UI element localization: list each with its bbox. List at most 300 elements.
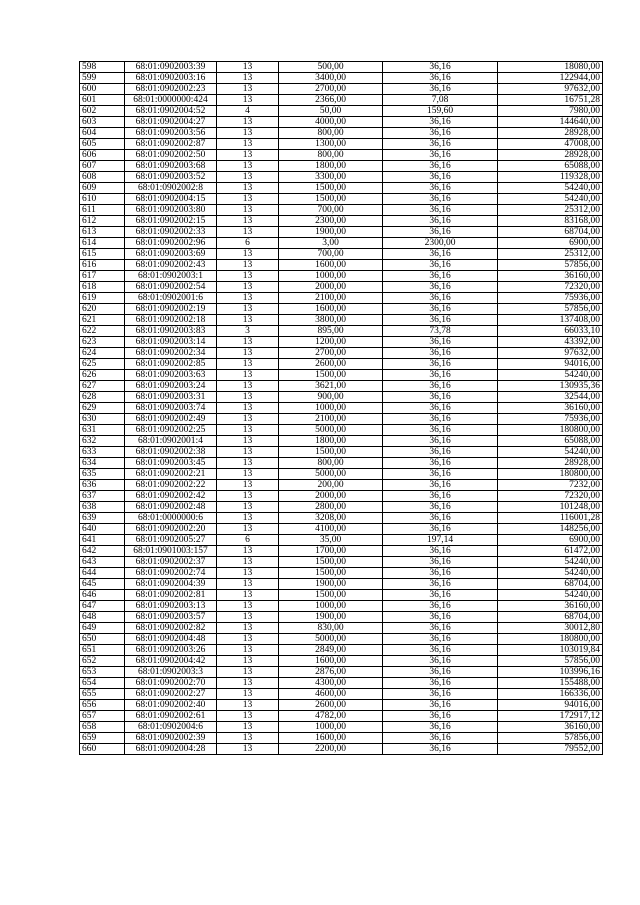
- amount-cell: 68704,00: [498, 612, 603, 623]
- row-number-cell: 651: [80, 645, 125, 656]
- cadastral-number-cell: 68:01:0902003:68: [125, 161, 217, 172]
- table-row: [80, 700, 603, 711]
- area-cell: 2800,00: [279, 502, 383, 513]
- table-row: [80, 95, 603, 106]
- cadastral-number-cell: 68:01:0901003:157: [125, 546, 217, 557]
- category-cell: 13: [217, 447, 279, 458]
- amount-cell: 57856,00: [498, 733, 603, 744]
- rate-cell: 73,78: [383, 326, 498, 337]
- cadastral-number-cell: 68:01:0902002:22: [125, 480, 217, 491]
- amount-cell: 116001,28: [498, 513, 603, 524]
- category-cell: 13: [217, 73, 279, 84]
- table-row: [80, 502, 603, 513]
- row-number-cell: 619: [80, 293, 125, 304]
- table-row: [80, 447, 603, 458]
- data-table: [79, 61, 603, 755]
- cadastral-number-cell: 68:01:0902002:74: [125, 568, 217, 579]
- category-cell: 13: [217, 183, 279, 194]
- rate-cell: 36,16: [383, 304, 498, 315]
- area-cell: 2700,00: [279, 348, 383, 359]
- category-cell: 13: [217, 161, 279, 172]
- cadastral-number-cell: 68:01:0902004:15: [125, 194, 217, 205]
- row-number-cell: 626: [80, 370, 125, 381]
- row-number-cell: 643: [80, 557, 125, 568]
- category-cell: 13: [217, 678, 279, 689]
- amount-cell: 103996,16: [498, 667, 603, 678]
- area-cell: 2200,00: [279, 744, 383, 755]
- row-number-cell: 612: [80, 216, 125, 227]
- row-number-cell: 600: [80, 84, 125, 95]
- cadastral-number-cell: 68:01:0902002:48: [125, 502, 217, 513]
- rate-cell: 36,16: [383, 557, 498, 568]
- row-number-cell: 603: [80, 117, 125, 128]
- amount-cell: 30012,80: [498, 623, 603, 634]
- row-number-cell: 617: [80, 271, 125, 282]
- area-cell: 2000,00: [279, 282, 383, 293]
- category-cell: 13: [217, 436, 279, 447]
- row-number-cell: 616: [80, 260, 125, 271]
- amount-cell: 72320,00: [498, 282, 603, 293]
- area-cell: 1000,00: [279, 403, 383, 414]
- table-row: [80, 623, 603, 634]
- rate-cell: 36,16: [383, 469, 498, 480]
- rate-cell: 36,16: [383, 84, 498, 95]
- category-cell: 13: [217, 568, 279, 579]
- amount-cell: 54240,00: [498, 590, 603, 601]
- amount-cell: 101248,00: [498, 502, 603, 513]
- table-row: [80, 601, 603, 612]
- amount-cell: 54240,00: [498, 194, 603, 205]
- cadastral-number-cell: 68:01:0902002:38: [125, 447, 217, 458]
- category-cell: 13: [217, 601, 279, 612]
- category-cell: 4: [217, 106, 279, 117]
- row-number-cell: 656: [80, 700, 125, 711]
- cadastral-number-cell: 68:01:0902002:82: [125, 623, 217, 634]
- table-row: [80, 579, 603, 590]
- cadastral-number-cell: 68:01:0902003:63: [125, 370, 217, 381]
- category-cell: 13: [217, 304, 279, 315]
- category-cell: 13: [217, 744, 279, 755]
- category-cell: 13: [217, 392, 279, 403]
- amount-cell: 66033,10: [498, 326, 603, 337]
- category-cell: 13: [217, 689, 279, 700]
- cadastral-number-cell: 68:01:0902001:6: [125, 293, 217, 304]
- table-row: [80, 722, 603, 733]
- area-cell: 2366,00: [279, 95, 383, 106]
- rate-cell: 36,16: [383, 480, 498, 491]
- amount-cell: 47008,00: [498, 139, 603, 150]
- area-cell: 4600,00: [279, 689, 383, 700]
- category-cell: 13: [217, 546, 279, 557]
- cadastral-number-cell: 68:01:0902004:52: [125, 106, 217, 117]
- row-number-cell: 602: [80, 106, 125, 117]
- cadastral-number-cell: 68:01:0902002:70: [125, 678, 217, 689]
- area-cell: 2300,00: [279, 216, 383, 227]
- amount-cell: 137408,00: [498, 315, 603, 326]
- rate-cell: 36,16: [383, 62, 498, 73]
- cadastral-number-cell: 68:01:0902005:27: [125, 535, 217, 546]
- row-number-cell: 609: [80, 183, 125, 194]
- area-cell: 2876,00: [279, 667, 383, 678]
- amount-cell: 103019,84: [498, 645, 603, 656]
- table-row: [80, 634, 603, 645]
- rate-cell: 36,16: [383, 205, 498, 216]
- cadastral-number-cell: 68:01:0902002:34: [125, 348, 217, 359]
- row-number-cell: 605: [80, 139, 125, 150]
- amount-cell: 72320,00: [498, 491, 603, 502]
- cadastral-number-cell: 68:01:0902002:25: [125, 425, 217, 436]
- area-cell: 1500,00: [279, 194, 383, 205]
- table-row: [80, 227, 603, 238]
- area-cell: 900,00: [279, 392, 383, 403]
- area-cell: 1000,00: [279, 271, 383, 282]
- category-cell: 13: [217, 491, 279, 502]
- amount-cell: 148256,00: [498, 524, 603, 535]
- amount-cell: 97632,00: [498, 84, 603, 95]
- row-number-cell: 657: [80, 711, 125, 722]
- category-cell: 13: [217, 656, 279, 667]
- category-cell: 13: [217, 579, 279, 590]
- row-number-cell: 648: [80, 612, 125, 623]
- row-number-cell: 601: [80, 95, 125, 106]
- cadastral-number-cell: 68:01:0902004:28: [125, 744, 217, 755]
- rate-cell: 36,16: [383, 645, 498, 656]
- rate-cell: 36,16: [383, 546, 498, 557]
- area-cell: 1500,00: [279, 590, 383, 601]
- table-row: [80, 271, 603, 282]
- table-row: [80, 150, 603, 161]
- area-cell: 1800,00: [279, 436, 383, 447]
- cadastral-number-cell: 68:01:0902002:23: [125, 84, 217, 95]
- area-cell: 4782,00: [279, 711, 383, 722]
- area-cell: 2000,00: [279, 491, 383, 502]
- row-number-cell: 621: [80, 315, 125, 326]
- area-cell: 1500,00: [279, 568, 383, 579]
- rate-cell: 36,16: [383, 601, 498, 612]
- category-cell: 13: [217, 733, 279, 744]
- rate-cell: 36,16: [383, 656, 498, 667]
- category-cell: 13: [217, 634, 279, 645]
- rate-cell: 36,16: [383, 293, 498, 304]
- cadastral-number-cell: 68:01:0902002:39: [125, 733, 217, 744]
- category-cell: 13: [217, 205, 279, 216]
- cadastral-number-cell: 68:01:0902004:48: [125, 634, 217, 645]
- rate-cell: 36,16: [383, 700, 498, 711]
- row-number-cell: 630: [80, 414, 125, 425]
- table-row: [80, 645, 603, 656]
- area-cell: 800,00: [279, 458, 383, 469]
- amount-cell: 68704,00: [498, 579, 603, 590]
- table-row: [80, 733, 603, 744]
- category-cell: 13: [217, 150, 279, 161]
- cadastral-number-cell: 68:01:0902002:87: [125, 139, 217, 150]
- cadastral-number-cell: 68:01:0902002:42: [125, 491, 217, 502]
- amount-cell: 83168,00: [498, 216, 603, 227]
- category-cell: 6: [217, 535, 279, 546]
- cadastral-number-cell: 68:01:0902002:21: [125, 469, 217, 480]
- row-number-cell: 637: [80, 491, 125, 502]
- row-number-cell: 624: [80, 348, 125, 359]
- category-cell: 13: [217, 359, 279, 370]
- rate-cell: 36,16: [383, 458, 498, 469]
- cadastral-number-cell: 68:01:0902002:37: [125, 557, 217, 568]
- rate-cell: 7,08: [383, 95, 498, 106]
- category-cell: 13: [217, 271, 279, 282]
- amount-cell: 36160,00: [498, 271, 603, 282]
- table-row: [80, 656, 603, 667]
- row-number-cell: 635: [80, 469, 125, 480]
- area-cell: 5000,00: [279, 469, 383, 480]
- cadastral-number-cell: 68:01:0902003:31: [125, 392, 217, 403]
- row-number-cell: 658: [80, 722, 125, 733]
- rate-cell: 36,16: [383, 337, 498, 348]
- rate-cell: 36,16: [383, 172, 498, 183]
- area-cell: 1900,00: [279, 612, 383, 623]
- cadastral-number-cell: 68:01:0902002:61: [125, 711, 217, 722]
- rate-cell: 36,16: [383, 678, 498, 689]
- category-cell: 13: [217, 128, 279, 139]
- row-number-cell: 644: [80, 568, 125, 579]
- amount-cell: 166336,00: [498, 689, 603, 700]
- rate-cell: 36,16: [383, 612, 498, 623]
- area-cell: 1800,00: [279, 161, 383, 172]
- cadastral-number-cell: 68:01:0902003:80: [125, 205, 217, 216]
- area-cell: 1600,00: [279, 304, 383, 315]
- area-cell: 2100,00: [279, 293, 383, 304]
- area-cell: 2600,00: [279, 359, 383, 370]
- category-cell: 13: [217, 722, 279, 733]
- row-number-cell: 636: [80, 480, 125, 491]
- row-number-cell: 641: [80, 535, 125, 546]
- category-cell: 13: [217, 84, 279, 95]
- area-cell: 4000,00: [279, 117, 383, 128]
- rate-cell: 36,16: [383, 392, 498, 403]
- area-cell: 1500,00: [279, 557, 383, 568]
- row-number-cell: 623: [80, 337, 125, 348]
- amount-cell: 54240,00: [498, 557, 603, 568]
- row-number-cell: 638: [80, 502, 125, 513]
- row-number-cell: 614: [80, 238, 125, 249]
- area-cell: 3400,00: [279, 73, 383, 84]
- amount-cell: 180800,00: [498, 634, 603, 645]
- cadastral-number-cell: 68:01:0902003:45: [125, 458, 217, 469]
- area-cell: 500,00: [279, 62, 383, 73]
- table-row: [80, 711, 603, 722]
- table-row: [80, 370, 603, 381]
- amount-cell: 68704,00: [498, 227, 603, 238]
- rate-cell: 36,16: [383, 381, 498, 392]
- rate-cell: 36,16: [383, 436, 498, 447]
- rate-cell: 36,16: [383, 579, 498, 590]
- table-row: [80, 689, 603, 700]
- category-cell: 13: [217, 414, 279, 425]
- cadastral-number-cell: 68:01:0902003:83: [125, 326, 217, 337]
- row-number-cell: 640: [80, 524, 125, 535]
- table-row: [80, 678, 603, 689]
- cadastral-number-cell: 68:01:0902002:40: [125, 700, 217, 711]
- table-row: [80, 172, 603, 183]
- table-row: [80, 216, 603, 227]
- rate-cell: 36,16: [383, 216, 498, 227]
- amount-cell: 28928,00: [498, 458, 603, 469]
- category-cell: 13: [217, 623, 279, 634]
- table-row: [80, 117, 603, 128]
- row-number-cell: 625: [80, 359, 125, 370]
- rate-cell: 36,16: [383, 161, 498, 172]
- row-number-cell: 611: [80, 205, 125, 216]
- category-cell: 13: [217, 524, 279, 535]
- category-cell: 13: [217, 612, 279, 623]
- area-cell: 1000,00: [279, 722, 383, 733]
- table-row: [80, 84, 603, 95]
- cadastral-number-cell: 68:01:0902003:24: [125, 381, 217, 392]
- row-number-cell: 628: [80, 392, 125, 403]
- table-row: [80, 62, 603, 73]
- row-number-cell: 654: [80, 678, 125, 689]
- area-cell: 4300,00: [279, 678, 383, 689]
- rate-cell: 36,16: [383, 513, 498, 524]
- rate-cell: 36,16: [383, 128, 498, 139]
- cadastral-number-cell: 68:01:0902003:74: [125, 403, 217, 414]
- amount-cell: 130935,36: [498, 381, 603, 392]
- category-cell: 13: [217, 667, 279, 678]
- table-row: [80, 667, 603, 678]
- category-cell: 13: [217, 260, 279, 271]
- cadastral-number-cell: 68:01:0902002:54: [125, 282, 217, 293]
- rate-cell: 36,16: [383, 568, 498, 579]
- table-row: [80, 238, 603, 249]
- rate-cell: 36,16: [383, 370, 498, 381]
- amount-cell: 75936,00: [498, 293, 603, 304]
- row-number-cell: 659: [80, 733, 125, 744]
- amount-cell: 7980,00: [498, 106, 603, 117]
- rate-cell: 36,16: [383, 73, 498, 84]
- row-number-cell: 652: [80, 656, 125, 667]
- rate-cell: 36,16: [383, 315, 498, 326]
- category-cell: 13: [217, 645, 279, 656]
- table-body: [80, 62, 603, 755]
- amount-cell: 36160,00: [498, 601, 603, 612]
- category-cell: 13: [217, 315, 279, 326]
- cadastral-number-cell: 68:01:0000000:424: [125, 95, 217, 106]
- table-row: [80, 106, 603, 117]
- row-number-cell: 634: [80, 458, 125, 469]
- cadastral-number-cell: 68:01:0000000:6: [125, 513, 217, 524]
- table-row: [80, 249, 603, 260]
- area-cell: 5000,00: [279, 634, 383, 645]
- area-cell: 2600,00: [279, 700, 383, 711]
- cadastral-number-cell: 68:01:0902002:18: [125, 315, 217, 326]
- rate-cell: 36,16: [383, 502, 498, 513]
- rate-cell: 36,16: [383, 348, 498, 359]
- category-cell: 13: [217, 249, 279, 260]
- area-cell: 800,00: [279, 150, 383, 161]
- amount-cell: 144640,00: [498, 117, 603, 128]
- amount-cell: 57856,00: [498, 656, 603, 667]
- rate-cell: 36,16: [383, 711, 498, 722]
- table-row: [80, 194, 603, 205]
- table-row: [80, 304, 603, 315]
- amount-cell: 54240,00: [498, 183, 603, 194]
- table-row: [80, 326, 603, 337]
- rate-cell: 36,16: [383, 491, 498, 502]
- amount-cell: 94016,00: [498, 700, 603, 711]
- category-cell: 13: [217, 700, 279, 711]
- amount-cell: 43392,00: [498, 337, 603, 348]
- table-row: [80, 414, 603, 425]
- rate-cell: 36,16: [383, 425, 498, 436]
- rate-cell: 36,16: [383, 744, 498, 755]
- table-row: [80, 260, 603, 271]
- rate-cell: 36,16: [383, 403, 498, 414]
- cadastral-number-cell: 68:01:0902003:39: [125, 62, 217, 73]
- table-row: [80, 381, 603, 392]
- row-number-cell: 627: [80, 381, 125, 392]
- area-cell: 1600,00: [279, 260, 383, 271]
- cadastral-number-cell: 68:01:0902004:39: [125, 579, 217, 590]
- cadastral-number-cell: 68:01:0902002:43: [125, 260, 217, 271]
- category-cell: 13: [217, 117, 279, 128]
- row-number-cell: 610: [80, 194, 125, 205]
- area-cell: 2700,00: [279, 84, 383, 95]
- table-row: [80, 359, 603, 370]
- category-cell: 13: [217, 590, 279, 601]
- row-number-cell: 633: [80, 447, 125, 458]
- table-row: [80, 293, 603, 304]
- amount-cell: 36160,00: [498, 403, 603, 414]
- category-cell: 13: [217, 425, 279, 436]
- row-number-cell: 631: [80, 425, 125, 436]
- category-cell: 13: [217, 502, 279, 513]
- area-cell: 35,00: [279, 535, 383, 546]
- rate-cell: 159,60: [383, 106, 498, 117]
- table-row: [80, 535, 603, 546]
- category-cell: 13: [217, 282, 279, 293]
- cadastral-number-cell: 68:01:0902003:3: [125, 667, 217, 678]
- amount-cell: 155488,00: [498, 678, 603, 689]
- table-row: [80, 524, 603, 535]
- cadastral-number-cell: 68:01:0902003:69: [125, 249, 217, 260]
- table-row: [80, 139, 603, 150]
- amount-cell: 54240,00: [498, 370, 603, 381]
- table-row: [80, 491, 603, 502]
- table-row: [80, 183, 603, 194]
- amount-cell: 65088,00: [498, 161, 603, 172]
- area-cell: 4100,00: [279, 524, 383, 535]
- area-cell: 1600,00: [279, 656, 383, 667]
- rate-cell: 36,16: [383, 260, 498, 271]
- category-cell: 13: [217, 337, 279, 348]
- row-number-cell: 650: [80, 634, 125, 645]
- row-number-cell: 599: [80, 73, 125, 84]
- rate-cell: 36,16: [383, 282, 498, 293]
- area-cell: 2849,00: [279, 645, 383, 656]
- amount-cell: 28928,00: [498, 150, 603, 161]
- area-cell: 1700,00: [279, 546, 383, 557]
- table-row: [80, 315, 603, 326]
- row-number-cell: 649: [80, 623, 125, 634]
- area-cell: 2100,00: [279, 414, 383, 425]
- amount-cell: 75936,00: [498, 414, 603, 425]
- category-cell: 13: [217, 557, 279, 568]
- table-row: [80, 513, 603, 524]
- cadastral-number-cell: 68:01:0902002:33: [125, 227, 217, 238]
- cadastral-number-cell: 68:01:0902003:13: [125, 601, 217, 612]
- category-cell: 13: [217, 458, 279, 469]
- row-number-cell: 642: [80, 546, 125, 557]
- table-row: [80, 73, 603, 84]
- row-number-cell: 620: [80, 304, 125, 315]
